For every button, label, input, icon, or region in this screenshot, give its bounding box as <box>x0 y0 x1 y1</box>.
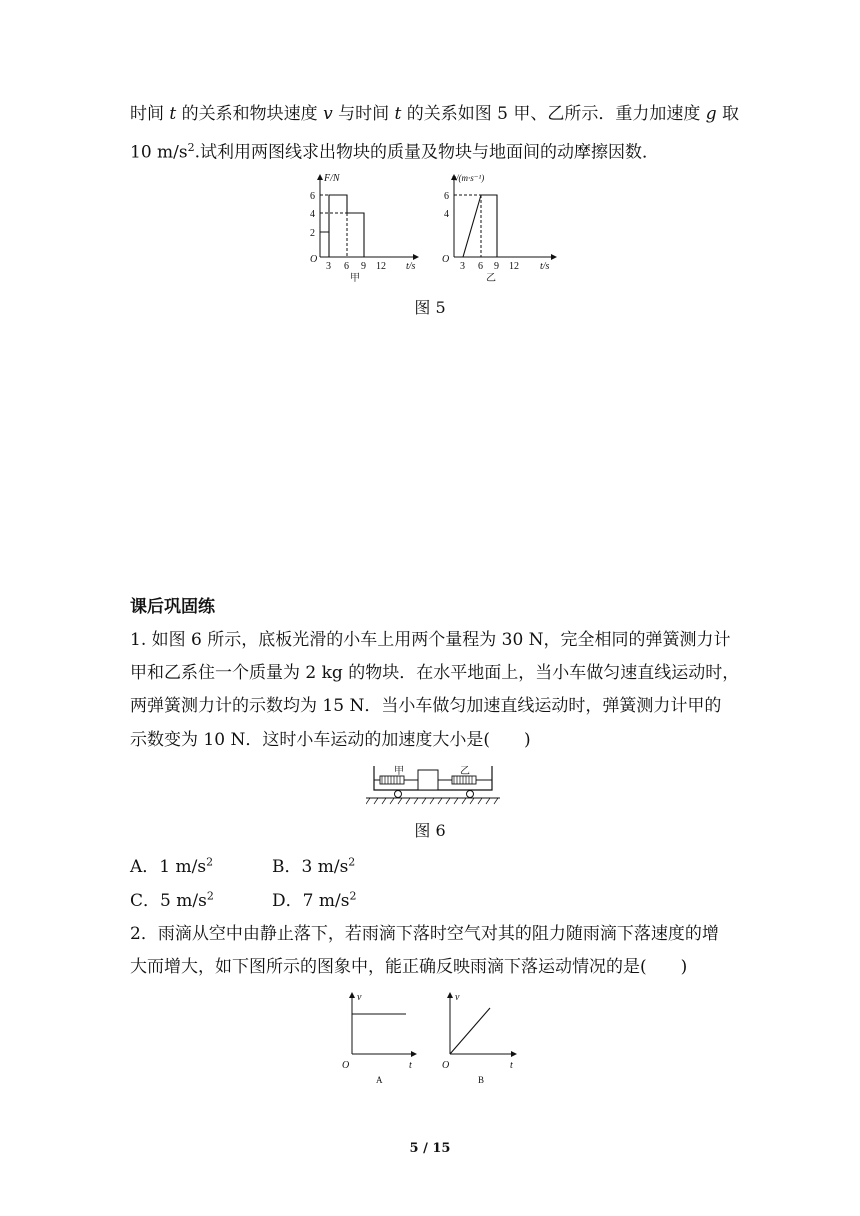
jia-tick-2: 2 <box>310 228 315 239</box>
q1-option-d[interactable]: D．7 $m/s^2$ <box>272 889 357 911</box>
block <box>418 770 438 790</box>
yi-x-label: t/s <box>540 261 550 272</box>
force-step-line <box>320 195 364 257</box>
q1-option-a[interactable]: A．1 $m/s^2$ <box>130 855 214 877</box>
yi-origin: O <box>442 254 450 265</box>
figure6-caption: 图 6 <box>414 821 446 840</box>
jia-xtick-6: 6 <box>344 261 349 272</box>
figure5-caption: 图 5 <box>414 298 446 317</box>
yi-tick-4: 4 <box>444 209 449 220</box>
jia-xtick-3: 3 <box>326 261 331 272</box>
graph-yi <box>442 173 556 284</box>
q1-option-b[interactable]: B．3 $m/s^2$ <box>272 855 356 877</box>
q2-graphs <box>336 988 536 1088</box>
jia-xtick-9: 9 <box>361 261 366 272</box>
yi-xtick-12: 12 <box>509 261 519 272</box>
graph-b-line <box>450 1008 490 1054</box>
q1-line1: 1. 如图 6 所示，底板光滑的小车上用两个量程为 30 N，完全相同的弹簧测力计 <box>130 630 731 650</box>
yi-name: 乙 <box>486 273 496 284</box>
jia-y-label: F/N <box>324 173 340 184</box>
figure5-graphs <box>290 165 580 290</box>
velocity-line <box>463 195 497 257</box>
graph-b[interactable] <box>442 992 516 1085</box>
graph-a-y-label: v <box>357 992 362 1003</box>
cart-label-jia: 甲 <box>394 766 404 777</box>
jia-origin: O <box>310 254 318 265</box>
graph-a[interactable] <box>342 992 416 1085</box>
jia-tick-4: 4 <box>310 209 315 220</box>
graph-b-name: B <box>478 1075 485 1085</box>
section-heading: 课后巩固练 <box>130 597 215 617</box>
jia-xtick-12: 12 <box>376 261 386 272</box>
graph-b-y-label: v <box>455 992 460 1003</box>
q2-line1: 2．雨滴从空中由静止落下，若雨滴下落时空气对其的阻力随雨滴下落速度的增 <box>130 924 719 944</box>
graph-b-x-label: t <box>510 1060 513 1071</box>
q2-line2: 大而增大，如下图所示的图象中，能正确反映雨滴下落运动情况的是( ) <box>130 957 688 977</box>
q1-option-c[interactable]: C．5 $m/s^2$ <box>130 889 214 911</box>
q1-line2: 甲和乙系住一个质量为 2 kg 的物块．在水平地面上，当小车做匀速直线运动时， <box>130 663 740 683</box>
cart-label-yi: 乙 <box>460 766 470 777</box>
graph-b-origin: O <box>442 1060 450 1071</box>
graph-a-origin: O <box>342 1060 350 1071</box>
q1-line4: 示数变为 10 N．这时小车运动的加速度大小是( ) <box>130 730 531 750</box>
yi-xtick-9: 9 <box>494 261 499 272</box>
problem5-line1: 时间 t 的关系和物块速度 v 与时间 t 的关系如图 5 甲、乙所示．重力加速度 g 取 <box>130 104 740 124</box>
graph-jia <box>310 173 418 284</box>
jia-x-label: t/s <box>406 261 416 272</box>
yi-xtick-6: 6 <box>478 261 483 272</box>
yi-tick-6: 6 <box>444 191 449 202</box>
yi-y-label: v/(m·s⁻¹) <box>452 173 485 183</box>
figure6-cart-diagram <box>366 760 500 808</box>
jia-tick-6: 6 <box>310 191 315 202</box>
q1-line3: 两弹簧测力计的示数均为 15 N．当小车做匀加速直线运动时，弹簧测力计甲的 <box>130 696 722 716</box>
yi-xtick-3: 3 <box>460 261 465 272</box>
graph-a-x-label: t <box>409 1060 412 1071</box>
problem5-line2: 10 $m/s^2$.试利用两图线求出物块的质量及物块与地面间的动摩擦因数． <box>130 141 660 163</box>
jia-name: 甲 <box>350 273 360 284</box>
page-number: 5 / 15 <box>409 1141 451 1156</box>
graph-a-name: A <box>376 1075 383 1085</box>
